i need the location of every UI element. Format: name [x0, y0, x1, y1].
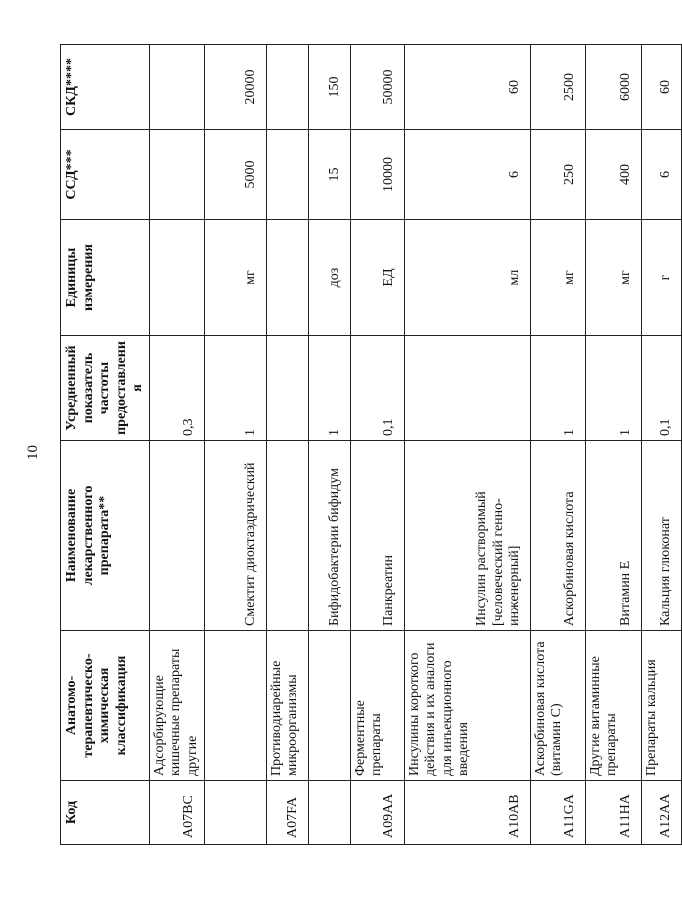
header-row — [61, 45, 150, 845]
table-row — [530, 45, 585, 845]
cell-atc: Адсорбирующие кишечные препараты другие — [149, 631, 204, 781]
cell-drug — [149, 441, 204, 631]
cell-unit: мл — [404, 220, 530, 336]
cell-skd: 60 — [404, 45, 530, 130]
cell-ssd: 250 — [530, 130, 585, 220]
cell-atc: Препараты кальция — [641, 631, 681, 781]
cell-code: A11GA — [530, 781, 585, 845]
cell-atc: Другие витаминные препараты — [585, 631, 641, 781]
table-row — [149, 45, 204, 845]
cell-code: A10AB — [404, 781, 530, 845]
cell-unit: мг — [530, 220, 585, 336]
cell-drug — [266, 441, 308, 631]
table-row — [266, 45, 308, 845]
cell-drug: Кальция глюконат — [641, 441, 681, 631]
cell-drug: Аскорбиновая кислота — [530, 441, 585, 631]
table-row — [204, 45, 266, 845]
cell-unit: мг — [204, 220, 266, 336]
cell-ssd: 10000 — [350, 130, 404, 220]
cell-ssd: 15 — [308, 130, 350, 220]
cell-freq: 1 — [308, 336, 350, 441]
header-code: Код — [61, 781, 150, 845]
header-atc: Анатомо-терапевтическо-химическая классификация — [61, 631, 150, 781]
table-row — [641, 45, 681, 845]
cell-freq: 1 — [204, 336, 266, 441]
header-drug: Наименование лекарственного препарата** — [61, 441, 150, 631]
header-skd: СКД**** — [61, 45, 150, 130]
cell-drug: Инсулин растворимый [человеческий генно-инженерный] — [404, 441, 530, 631]
cell-freq: 0,1 — [641, 336, 681, 441]
cell-code — [204, 781, 266, 845]
header-unit: Единицы измерения — [61, 220, 150, 336]
cell-ssd — [149, 130, 204, 220]
cell-ssd: 400 — [585, 130, 641, 220]
rotated-table-container — [60, 45, 674, 845]
cell-unit: доз — [308, 220, 350, 336]
cell-code — [308, 781, 350, 845]
table-row — [404, 45, 530, 845]
cell-code: A07BC — [149, 781, 204, 845]
cell-atc: Ферментные препараты — [350, 631, 404, 781]
cell-freq: 0,1 — [350, 336, 404, 441]
cell-ssd: 6 — [641, 130, 681, 220]
cell-unit: г — [641, 220, 681, 336]
drug-table — [60, 44, 682, 845]
cell-unit — [149, 220, 204, 336]
cell-freq: 1 — [585, 336, 641, 441]
cell-drug: Бифидобактерии бифидум — [308, 441, 350, 631]
cell-freq: 0,3 — [149, 336, 204, 441]
cell-skd: 60 — [641, 45, 681, 130]
cell-ssd: 5000 — [204, 130, 266, 220]
cell-code: A07FA — [266, 781, 308, 845]
table-row — [585, 45, 641, 845]
cell-code: A12AA — [641, 781, 681, 845]
cell-drug: Смектит диоктаэдрический — [204, 441, 266, 631]
page-number: 10 — [24, 444, 41, 460]
cell-atc: Противодиарейные микроорганизмы — [266, 631, 308, 781]
cell-unit: мг — [585, 220, 641, 336]
cell-atc — [308, 631, 350, 781]
cell-ssd — [266, 130, 308, 220]
cell-atc — [204, 631, 266, 781]
cell-freq — [266, 336, 308, 441]
cell-skd — [266, 45, 308, 130]
cell-unit: ЕД — [350, 220, 404, 336]
cell-code: A09AA — [350, 781, 404, 845]
cell-code: A11HA — [585, 781, 641, 845]
cell-unit — [266, 220, 308, 336]
cell-skd: 6000 — [585, 45, 641, 130]
header-ssd: ССД*** — [61, 130, 150, 220]
cell-freq — [404, 336, 530, 441]
cell-skd — [149, 45, 204, 130]
cell-drug: Панкреатин — [350, 441, 404, 631]
cell-atc: Инсулины короткого действия и их аналоги для инъекционного введения — [404, 631, 530, 781]
cell-atc: Аскорбиновая кислота (витамин С) — [530, 631, 585, 781]
header-freq: Усредненный показатель частоты предоставления — [61, 336, 150, 441]
cell-skd: 2500 — [530, 45, 585, 130]
cell-drug: Витамин Е — [585, 441, 641, 631]
cell-skd: 50000 — [350, 45, 404, 130]
cell-ssd: 6 — [404, 130, 530, 220]
table-row — [350, 45, 404, 845]
table-row — [308, 45, 350, 845]
cell-skd: 150 — [308, 45, 350, 130]
cell-skd: 20000 — [204, 45, 266, 130]
cell-freq: 1 — [530, 336, 585, 441]
